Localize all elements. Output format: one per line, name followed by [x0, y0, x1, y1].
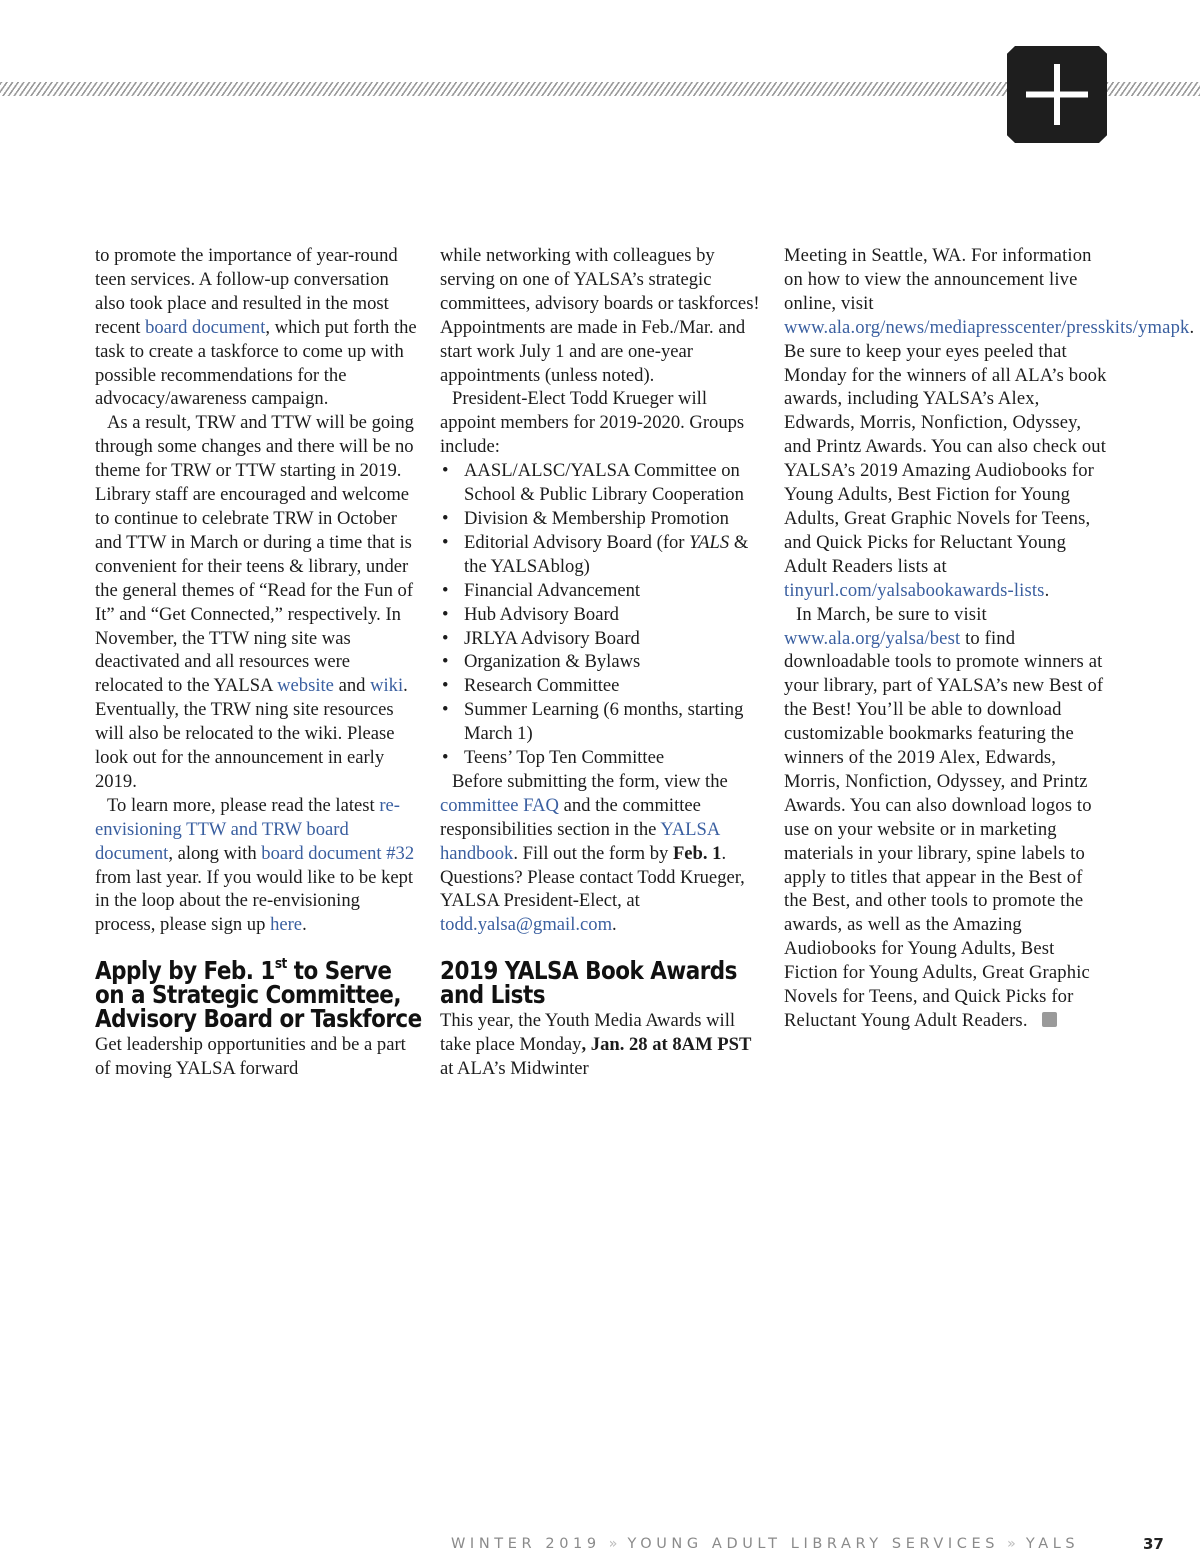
- inline-link[interactable]: website: [277, 675, 334, 697]
- text-run: . Eventually, the TRW ning site resources will also be relocated to the wiki. Please look out for the announcement in early 2019.: [95, 675, 408, 792]
- bold-text: , Jan. 28 at 8AM PST: [581, 1034, 752, 1056]
- text-run: JRLYA Advisory Board: [464, 627, 640, 649]
- text-run: Before submitting the form, view the: [452, 770, 728, 792]
- text-run: , along with: [168, 842, 262, 864]
- column-2: [440, 244, 766, 1081]
- text-run: Division & Membership Promotion: [464, 507, 729, 529]
- body-paragraph: [95, 411, 421, 794]
- running-footer: [451, 1536, 1111, 1552]
- inline-link[interactable]: here: [270, 914, 303, 936]
- heading-text: Apply by Feb. 1: [95, 956, 275, 986]
- inline-link[interactable]: YALSA handbook: [440, 818, 720, 864]
- footer-separator: »: [608, 1536, 620, 1552]
- text-run: AASL/ALSC/YALSA Committee on School & Public Library Cooperation: [464, 460, 744, 506]
- body-paragraph: [95, 1033, 421, 1081]
- text-run: Meeting in Seattle, WA. For information on how to view the announcement live online, visit: [784, 245, 1092, 314]
- text-run: In March, be sure to visit: [796, 603, 987, 625]
- committee-list-item: [440, 507, 766, 531]
- inline-link[interactable]: board document #32: [261, 842, 415, 864]
- text-run: Editorial Advisory Board (for: [464, 531, 690, 553]
- text-run: at ALA’s Midwinter: [440, 1058, 589, 1080]
- bold-text: Feb. 1: [672, 842, 722, 864]
- committee-list-item: [440, 746, 766, 770]
- body-paragraph: [440, 1009, 766, 1081]
- footer-issue: WINTER 2019: [451, 1536, 601, 1552]
- italic-text: YALS: [689, 531, 730, 553]
- text-run: and the committee responsibilities section in the: [440, 794, 701, 840]
- text-run: while networking with colleagues by serving on one of YALSA’s strategic committees, advisory boards or taskforces! Appointments are made in Feb./Mar. and start work July 1 and are one-year appointments (unless noted).: [440, 245, 760, 386]
- body-paragraph: [95, 244, 421, 411]
- inline-link[interactable]: www.ala.org/yalsa/best: [784, 627, 961, 649]
- text-run: to find downloadable tools to promote winners at your library, part of YALSA’s new Best of the Best! You’ll be able to download customizable bookmarks featuring the winners of the 2019 Alex, Edwards, Morris, Nonfiction, Odyssey, and Printz Awards. You can also download logos to use on your website or in marketing materials in your library, spine labels to apply to titles that appear in the Best of the Best, and other tools to promote the awards, as well as the Amazing Audiobooks for Young Adults, Best Fiction for Young Adults, Great Graphic Novels for Teens, and Quick Picks for Reluctant Young Adult Readers.: [784, 627, 1104, 1031]
- inline-link[interactable]: www.ala.org/news/mediapresscenter/presskits/ymapk: [784, 316, 1190, 338]
- text-run: President-Elect Todd Krueger will appoint members for 2019-2020. Groups include:: [440, 388, 745, 458]
- committee-list-item: [440, 579, 766, 603]
- committee-list-item: [440, 603, 766, 627]
- text-run: Research Committee: [464, 675, 620, 697]
- text-run: .: [302, 914, 307, 936]
- text-run: Financial Advancement: [464, 579, 641, 601]
- inline-link[interactable]: tinyurl.com/yalsabookawards-lists: [784, 579, 1045, 601]
- body-paragraph: [784, 244, 1195, 603]
- text-run: As a result, TRW and TTW will be going through some changes and there will be no theme for TRW or TTW starting in 2019. Library staff are encouraged and welcome to continue to celebrate TRW in October and TTW in March or during a time that is convenient for their teens & library, under the general themes of “Read for the Fun of It” and “Get Connected,” respectively. In November, the TTW ning site was deactivated and all resources were relocated to the YALSA: [95, 412, 414, 697]
- body-paragraph: [440, 770, 766, 937]
- committee-list-item: [440, 531, 766, 579]
- text-run: This year, the Youth Media Awards will take place Monday: [440, 1010, 736, 1056]
- footer-separator: »: [1007, 1536, 1018, 1552]
- footer-magazine: YOUNG ADULT LIBRARY SERVICES: [627, 1536, 1000, 1552]
- text-run: .: [1044, 579, 1050, 601]
- text-run: , which put forth the task to create a taskforce to come up with possible recommendations for the advocacy/awareness campaign.: [95, 316, 417, 410]
- heading-superscript: st: [274, 956, 287, 973]
- text-run: . Be sure to keep your eyes peeled that Monday for the winners of all ALA’s book awards, including YALSA’s Alex, Edwards, Morris, Nonfiction, Odyssey, and Printz Awards. You can also check out YALSA’s 2019 Amazing Audiobooks for Young Adults, Best Fiction for Young Adults, Great Graphic Novels for Teens, and Quick Picks for Reluctant Young Adult Readers lists at: [784, 316, 1195, 577]
- heading-text: to Serve on a Strategic Committee, Advisory Board or Taskforce: [95, 956, 422, 1034]
- plus-icon: [1007, 46, 1107, 143]
- committee-list: [440, 459, 766, 770]
- text-run: from last year. If you would like to be kept in the loop about the re-envisioning process, please sign up: [95, 866, 414, 936]
- inline-link[interactable]: board document: [145, 316, 266, 338]
- body-paragraph: [440, 244, 766, 387]
- inline-link[interactable]: wiki: [370, 675, 404, 697]
- text-run: Summer Learning (6 months, starting March 1): [464, 699, 744, 745]
- page-number: 37: [1143, 1535, 1164, 1553]
- committee-list-item: [440, 627, 766, 651]
- text-run: & the YALSAblog): [464, 531, 749, 577]
- text-run: Teens’ Top Ten Committee: [464, 747, 665, 769]
- committee-list-item: [440, 698, 766, 746]
- body-paragraph: [784, 603, 1110, 1033]
- text-run: to promote the importance of year-round teen services. A follow-up conversation also took place and resulted in the most recent: [95, 245, 398, 338]
- inline-link[interactable]: todd.yalsa@gmail.com: [440, 914, 613, 936]
- committee-list-item: [440, 674, 766, 698]
- body-paragraph: [440, 387, 766, 459]
- text-run: Organization & Bylaws: [464, 651, 641, 673]
- section-heading: [95, 956, 422, 1034]
- inline-link[interactable]: re-envisioning TTW and TRW board document: [95, 794, 400, 864]
- text-run: Get leadership opportunities and be a part of moving YALSA forward: [95, 1034, 406, 1080]
- footer-abbr: YALS: [1025, 1536, 1080, 1552]
- column-1: [95, 244, 421, 1081]
- committee-list-item: [440, 650, 766, 674]
- text-run: . Fill out the form by: [513, 842, 673, 864]
- column-3: [784, 244, 1195, 1033]
- body-paragraph: [95, 794, 421, 937]
- committee-list-item: [440, 459, 766, 507]
- text-run: and: [333, 675, 371, 697]
- paragraph-text: [784, 604, 1103, 1031]
- text-run: . Questions? Please contact Todd Krueger, YALSA President-Elect, at: [440, 842, 745, 912]
- text-run: Hub Advisory Board: [464, 603, 619, 625]
- inline-link[interactable]: committee FAQ: [440, 794, 559, 816]
- text-run: .: [612, 914, 617, 936]
- section-heading: 2019 YALSA Book Awards and Lists: [440, 956, 737, 1010]
- text-run: To learn more, please read the latest: [107, 794, 380, 816]
- end-of-article-icon: [1042, 1012, 1057, 1027]
